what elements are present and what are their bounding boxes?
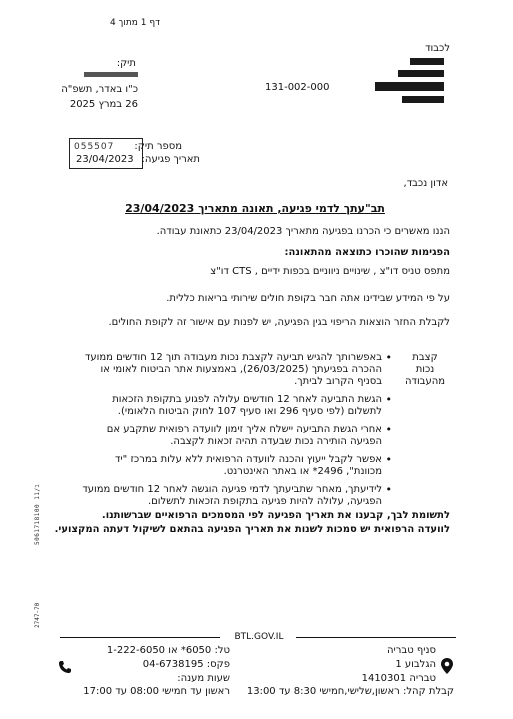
footer-rule-left (60, 637, 220, 638)
website-link[interactable]: BTL.GOV.IL (234, 632, 284, 642)
para-health-fund: על פי המידע שבידינו אתה חבר בקופת חולים שירותי בריאות כללית. (166, 293, 450, 304)
para-reimbursement: לקבלת החזר הוצאות הריפוי בגין הפגיעה, יש לפנות עם אישור זה לקופת החולים. (108, 317, 450, 328)
note-line-1: לתשומת לבך, קבענו את תאריך הפגיעה לפי המסמכים הרפואיים שברשותנו. (101, 510, 450, 521)
to-label: לכבוד (425, 43, 450, 54)
bullet-item: • לידיעתך, מאחר שתביעתך לדמי פגיעה הוגשה לאחר 12 חודשים ממועד הפגיעה, עלולה להיות פגיעה בתקופת הזכאות לתשלום. (80, 484, 392, 508)
injury-date-value: 23/04/2023 (76, 154, 134, 165)
footer-rule-right (296, 637, 456, 638)
note-line-2: לוועדה הרפואית יש סמכות לשנות את תאריך הפגיעה בהתאם לשיקול דעתה המקצועי. (54, 524, 450, 535)
side-label-line2: נכות (415, 364, 435, 375)
branch-street: הגלבוע 1 (395, 659, 436, 670)
reference-code: 131-002-000 (265, 82, 330, 93)
file-label: תיק: (116, 58, 136, 69)
injuries-list: מתפס טניס דו"צ , שינויים ניווניים בכפות ידיים , CTS דו"צ (210, 266, 450, 277)
bullet-item: • הגשת התביעה לאחר 12 חודשים עלולה לפגוע בתקופת הזכאות לתשלום (לפי סעיף 296 ואו סעיף 107 לחוק הביטוח הלאומי). (80, 394, 392, 418)
side-label-line3: מהעבודה (404, 376, 446, 387)
fax-number: פקס: 04-6738195 (142, 659, 230, 670)
subject: תב"עתך לדמי פגיעה, תאונה מתאריך 23/04/2023 (125, 202, 385, 215)
location-pin-icon (440, 657, 454, 675)
hours-label: שעות מענה: (177, 673, 230, 684)
injury-date-label: תאריך פגיעה: (141, 154, 200, 165)
bullet-item: • באפשרותך להגיש תביעה לקצבת נכות מעבודה תוך 12 חודשים ממועד ההכרה בפגיעתך (26/03/2025), באמצעות אתר הביטוח לאומי או בסניף הקרוב לביתך. (80, 352, 392, 388)
para-recognition: הננו מאשרים כי הכרנו בפגיעה מתאריך 23/04/2023 כתאונת עבודה. (156, 226, 450, 237)
redacted-city (402, 96, 444, 103)
redacted-name (410, 58, 444, 65)
bullet-item: • אפשר לקבל ייעוץ והכנה לוועדה הרפואית ללא עלות במרכז "יד מכוונת", 2496* או באתר האינטרנט. (80, 454, 392, 478)
injuries-heading: הפגימות שהוכרו כתוצאה מהתאונה: (284, 247, 450, 258)
salutation: אדון נכבד, (403, 178, 448, 189)
side-label (400, 352, 450, 388)
date-hebrew: כ"ו באדר, תשפ"ה (61, 84, 138, 95)
file-number-value: 055507 (74, 142, 115, 152)
branch-name: סניף טבריה (387, 645, 436, 656)
redacted-address (398, 70, 444, 77)
bullet-list (80, 352, 392, 508)
bullet-section (80, 352, 392, 514)
page-number: דף 1 מתוך 4 (109, 18, 160, 28)
redacted-address-2 (375, 82, 444, 91)
bullet-item: • אחרי הגשת התביעה יישלח אליך זימון לוועדה רפואית שתקבע אם הפגיעה הותירה נכות שבעדה תהיה זכאות לקצבה. (80, 424, 392, 448)
reception-hours: קבלת קהל: ראשון,שלישי,חמישי 8:30 עד 13:00 (246, 686, 454, 697)
file-number-label: מספר תיק: (134, 141, 182, 152)
branch-city: טבריה 1410301 (361, 673, 436, 684)
hours-value: ראשון עד חמישי 08:00 עד 17:00 (83, 686, 230, 697)
side-label-line1: קצבת (412, 352, 438, 363)
margin-code-1: 5061718100 ב/11 (34, 484, 41, 545)
scribble (84, 72, 138, 77)
margin-code-2: 2747-70 (34, 602, 41, 628)
phone-number[interactable]: טל: 6050* או 1-222-6050 (106, 645, 230, 656)
date-gregorian: 26 במרץ 2025 (69, 99, 138, 110)
